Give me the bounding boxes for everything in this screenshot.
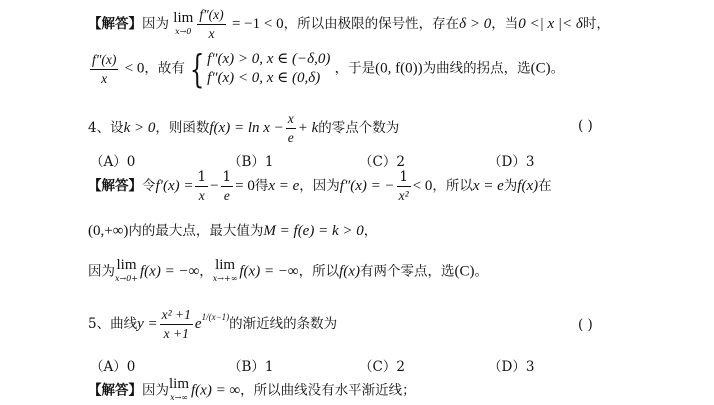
limit: lim x→∞ xyxy=(169,377,189,405)
piecewise-cases xyxy=(207,50,330,88)
denominator: e xyxy=(287,130,294,145)
answer-blank-4: ( ) xyxy=(578,118,593,134)
math: < 0 xyxy=(124,60,145,77)
text: 时， xyxy=(582,16,610,32)
denominator: x xyxy=(208,26,215,41)
math: f′(x) = xyxy=(155,178,194,194)
fraction xyxy=(160,306,193,343)
limit: lim x→0+ xyxy=(115,258,138,286)
text: 有两个零点，选 xyxy=(359,263,455,280)
text: 因为 xyxy=(142,382,169,399)
limit: lim x→0 xyxy=(173,11,193,39)
text: ，于是 xyxy=(334,60,376,77)
fraction xyxy=(286,110,296,147)
text: ，所以曲线没有水平渐近线； xyxy=(240,382,416,399)
text: 令 xyxy=(142,178,156,194)
numerator: 1 xyxy=(397,168,411,187)
fraction xyxy=(197,6,225,43)
math: (0, f(0)) xyxy=(375,60,423,77)
question-5 xyxy=(88,306,337,343)
math: e xyxy=(194,316,202,332)
text: 因为 xyxy=(142,16,169,32)
math: = −1 < 0 xyxy=(231,16,284,32)
text: ，所以 xyxy=(298,263,340,280)
text: ，所以 xyxy=(432,178,473,194)
math: f(x) = ∞ xyxy=(191,382,241,399)
numerator: x² +1 xyxy=(160,306,193,325)
math: (C) xyxy=(530,60,551,77)
limit-subscript: x→+∞ xyxy=(212,274,238,283)
denominator: x +1 xyxy=(163,326,189,341)
answer-blank-5: ( ) xyxy=(578,317,593,333)
text: 的渐近线的条数为 xyxy=(229,316,338,332)
case-2: f″(x) < 0, x ∈ (0,δ) xyxy=(207,70,321,86)
q4-option-c: （C）2 xyxy=(359,154,405,170)
denominator: x² xyxy=(398,188,409,203)
answer-5-line-1 xyxy=(88,377,416,405)
text: ， xyxy=(363,223,378,239)
text: ，因为 xyxy=(299,178,340,194)
math: = 0 xyxy=(235,178,255,194)
q5-option-a: （A）0 xyxy=(90,359,136,375)
exponent: 1/(x−1) xyxy=(201,312,230,322)
denominator: x xyxy=(101,70,108,86)
text: 。 xyxy=(474,263,488,280)
answer-line-1 xyxy=(88,6,610,43)
text: ， xyxy=(199,263,213,280)
limit-subscript: x→0 xyxy=(175,26,192,36)
question-4 xyxy=(88,110,399,147)
denominator: e xyxy=(223,188,230,203)
math: x = e xyxy=(472,178,504,194)
q4-option-d: （D）3 xyxy=(488,154,535,170)
text: 4、设 xyxy=(88,120,124,136)
text: 的零点个数为 xyxy=(318,120,400,136)
left-brace: { xyxy=(189,47,205,91)
math: f(x) = −∞ xyxy=(239,263,299,280)
text: 为 xyxy=(503,178,518,194)
q5-option-b: （B）1 xyxy=(228,359,274,375)
text: ，故有 xyxy=(144,60,185,77)
math: − xyxy=(210,178,219,194)
answer-4-line-3 xyxy=(88,258,488,286)
text: 在 xyxy=(538,178,552,194)
limit-subscript: x→∞ xyxy=(170,393,188,402)
numerator: 1 xyxy=(222,169,232,185)
text: ，则函数 xyxy=(155,120,210,136)
math: x = e xyxy=(268,178,300,194)
limit: lim x→+∞ xyxy=(213,258,238,286)
math: (C) xyxy=(454,263,475,280)
answer-bracket: 【解答】 xyxy=(88,178,142,194)
math: f(x) = ln x − xyxy=(209,120,284,136)
text: ，当 xyxy=(491,16,519,32)
math: f(x) xyxy=(517,178,539,194)
answer-bracket: 【解答】 xyxy=(88,16,142,32)
math: (0,+∞) xyxy=(88,223,129,239)
math: M = f(e) = k > 0 xyxy=(263,223,364,239)
case-1: f″(x) > 0, x ∈ (−δ,0) xyxy=(207,51,331,67)
q5-option-c: （C）2 xyxy=(359,359,405,375)
answer-4-line-2 xyxy=(88,219,377,240)
fraction xyxy=(90,51,118,88)
text: 。 xyxy=(550,60,565,77)
limit-subscript: x→0+ xyxy=(115,274,139,283)
text: 因为 xyxy=(88,263,115,280)
math: f(x) xyxy=(339,263,360,280)
denominator: x xyxy=(198,188,205,203)
answer-bracket: 【解答】 xyxy=(88,382,142,399)
math: < 0 xyxy=(412,178,433,194)
q4-option-a: （A）0 xyxy=(90,154,136,170)
answer-line-2 xyxy=(88,47,565,91)
numerator: f″(x) xyxy=(90,51,118,70)
text: 得 xyxy=(254,178,269,194)
math: 0 <| x |< δ xyxy=(518,16,583,32)
answer-4-line-1 xyxy=(88,168,552,205)
text: 为曲线的拐点，选 xyxy=(422,60,531,77)
math: k > 0 xyxy=(123,120,156,136)
math: y = xyxy=(137,316,158,332)
numerator: x xyxy=(286,110,296,129)
numerator: 1 xyxy=(197,169,207,185)
q4-option-b: （B）1 xyxy=(228,154,274,170)
text: ，所以由极限的保号性，存在 xyxy=(283,16,460,32)
q5-option-d: （D）3 xyxy=(488,359,535,375)
fraction xyxy=(221,168,234,205)
fraction xyxy=(397,168,411,205)
math: f(x) = −∞ xyxy=(140,263,200,280)
fraction xyxy=(195,168,208,205)
numerator: f″(x) xyxy=(197,6,225,25)
math: + k xyxy=(297,120,319,136)
text: 5、曲线 xyxy=(88,316,138,332)
text: 内的最大点，最大值为 xyxy=(128,223,264,239)
math: δ > 0 xyxy=(459,16,492,32)
math: f″(x) = − xyxy=(339,178,395,194)
